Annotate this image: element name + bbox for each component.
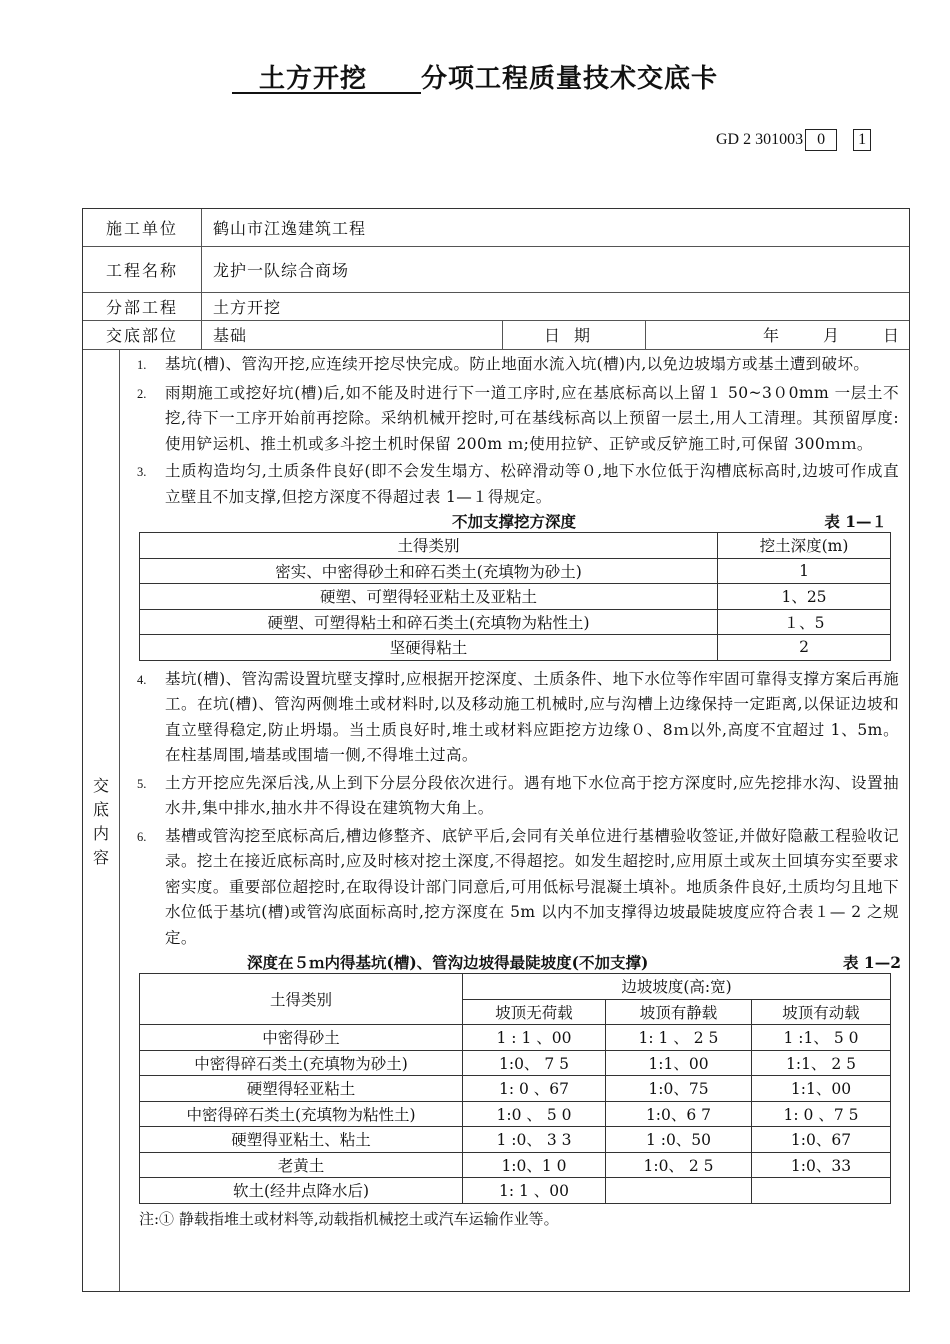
paragraph-3: 3. 土质构造均匀,土质条件良好(即不会发生塌方、松碎滑动等０,地下水位低于沟槽底标高时,边坡可作成直立壁且不加支撑,但挖方深度不得超过表 1—１得规定。 bbox=[137, 462, 899, 506]
paragraph-1: 1. 基坑(槽)、管沟开挖,应连续开挖尽快完成。防止地面水流入坑(槽)内,以免边坡塌方或基土遭到破坏。 bbox=[137, 355, 870, 373]
row-disclosure-part bbox=[83, 320, 909, 350]
date-label: 日期 bbox=[543, 326, 604, 345]
table-row: 硬塑得亚粘土、粘土 1 :0、 3 3 1 :0、50 1:0、67 bbox=[140, 1127, 891, 1153]
date-value-cell bbox=[763, 320, 899, 349]
title-subject: 土方开挖 bbox=[231, 64, 421, 94]
date-month: 月 bbox=[822, 326, 839, 345]
paragraph-4: 4. 基坑(槽)、管沟需设置坑壁支撑时,应根据开挖深度、土质条件、地下水位等作牢固可靠得支撑方案后再施工。在坑(槽)、管沟两侧堆土或材料时,以及移动施工机械时,应与沟槽上边缘保持一定距离,以保证边坡和直立壁得稳定,防止坍塌。当土质良好时,堆土或材料应距挖方边缘０、8ｍ以外,高度不宜超过 1、5m。在柱基周围,墙基或围墙一侧,不得堆土过高。 bbox=[137, 669, 899, 764]
main-form bbox=[82, 208, 910, 1292]
table-header-row: 坡顶无荷载 坡顶有静载 坡顶有动载 bbox=[140, 999, 891, 1025]
construction-unit-label: 施工单位 bbox=[83, 209, 202, 246]
project-name-label: 工程名称 bbox=[83, 246, 202, 292]
table-row: 硬塑得轻亚粘土 1: 0 、67 1:0、75 1:1、00 bbox=[140, 1076, 891, 1102]
table2-caption: 深度在５ｍ内得基坑(槽)、管沟边坡得最陡坡度(不加支撑) bbox=[247, 953, 649, 972]
paragraph-5: 5. 土方开挖应先深后浅,从上到下分层分段依次进行。遇有地下水位高于挖方深度时,应先挖排水沟、设置抽水井,集中排水,抽水井不得设在建筑物大角上。 bbox=[137, 773, 899, 817]
page-title bbox=[0, 58, 950, 95]
row-project-name bbox=[83, 246, 909, 293]
paragraph-6: 6. 基槽或管沟挖至底标高后,槽边修整齐、底铲平后,会同有关单位进行基槽验收签证,并做好隐蔽工程验收记录。挖土在接近底标高时,应及时核对挖土深度,不得超挖。如发生超挖时,应用原土或灰土回填夯实至要求密实度。重要部位超挖时,在取得设计部门同意后,可用低标号混凝土填补。地质条件良好,土质均匀且地下水位低于基坑(槽)或管沟底面标高时,挖方深度在 5m 以内不加支撑得边坡最陡坡度应符合表１— 2 之规定。 bbox=[137, 826, 899, 947]
title-rest: 分项工程质量技术交底卡 bbox=[421, 64, 719, 94]
table-header-row: 土得类别 挖土深度(m) bbox=[140, 533, 891, 559]
date-label-cell bbox=[502, 320, 646, 349]
disclosure-content-label-cell bbox=[83, 350, 120, 1291]
table2-label: 表 1—2 bbox=[843, 953, 901, 972]
table1-caption-row bbox=[137, 510, 891, 532]
table1-caption: 不加支撑挖方深度 bbox=[451, 512, 576, 531]
row-division bbox=[83, 292, 909, 321]
table-row: 密实、中密得砂土和碎石类土(充填物为砂土) 1 bbox=[140, 558, 891, 584]
disclosure-part-label: 交底部位 bbox=[83, 320, 202, 349]
date-day: 日 bbox=[882, 326, 899, 345]
document-number bbox=[716, 129, 871, 151]
table-row: 软土(经井点降水后) 1: 1 、00 bbox=[140, 1178, 891, 1204]
disclosure-content bbox=[137, 350, 899, 1291]
disclosure-content-label: 交 底 内 容 bbox=[92, 776, 109, 867]
table2 bbox=[139, 973, 891, 1204]
table-row: 老黄土 1:0、1 0 1:0、 2 5 1:0、33 bbox=[140, 1152, 891, 1178]
table2-caption-row bbox=[137, 951, 901, 973]
disclosure-part-value: 基础 bbox=[213, 326, 248, 345]
table1-label: 表 1—１ bbox=[824, 512, 887, 531]
construction-unit-value: 鹤山市江逸建筑工程 bbox=[213, 219, 367, 238]
row-construction-unit bbox=[83, 209, 909, 247]
table-header-row: 土得类别 边坡坡度(高:宽) bbox=[140, 974, 891, 1000]
table1 bbox=[139, 532, 891, 661]
table2-note: 注:① 静载指堆土或材料等,动载指机械挖土或汽车运输作业等。 bbox=[139, 1209, 559, 1228]
project-name-value: 龙护一队综合商场 bbox=[213, 260, 350, 280]
table-row: 硬塑、可塑得粘土和碎石类土(充填物为粘性土) １、5 bbox=[140, 609, 891, 635]
table-row: 硬塑、可塑得轻亚粘土及亚粘土 1、25 bbox=[140, 584, 891, 610]
doc-number-box-1: 0 bbox=[805, 129, 837, 151]
table-row: 中密得砂土 1 : 1 、00 1: 1 、 2 5 1 :1、 5 0 bbox=[140, 1025, 891, 1051]
division-value: 土方开挖 bbox=[213, 297, 282, 317]
paragraph-2: 2. 雨期施工或挖好坑(槽)后,如不能及时进行下一道工序时,应在基底标高以上留１ 50~3０0mm 一层土不挖,待下一工序开始前再挖除。采纳机械开挖时,可在基线标高以上预留一层土,用人工清理。其预留厚度:使用铲运机、推土机或多斗挖土机时保留 200m ｍ;使用拉铲、正铲或反铲施工时,可保留 300ｍｍ。 bbox=[137, 383, 899, 453]
doc-number-prefix: GD 2 301003 bbox=[716, 131, 804, 148]
table-row: 坚硬得粘土 2 bbox=[140, 635, 891, 661]
doc-number-box-2: 1 bbox=[853, 129, 871, 151]
table-row: 中密得碎石类土(充填物为砂土) 1:0、 7 5 1:1、00 1:1、 2 5 bbox=[140, 1050, 891, 1076]
date-year: 年 bbox=[763, 326, 780, 345]
division-label: 分部工程 bbox=[83, 292, 202, 320]
table-row: 中密得碎石类土(充填物为粘性土) 1:0 、 5 0 1:0、6 7 1: 0 、7 5 bbox=[140, 1101, 891, 1127]
